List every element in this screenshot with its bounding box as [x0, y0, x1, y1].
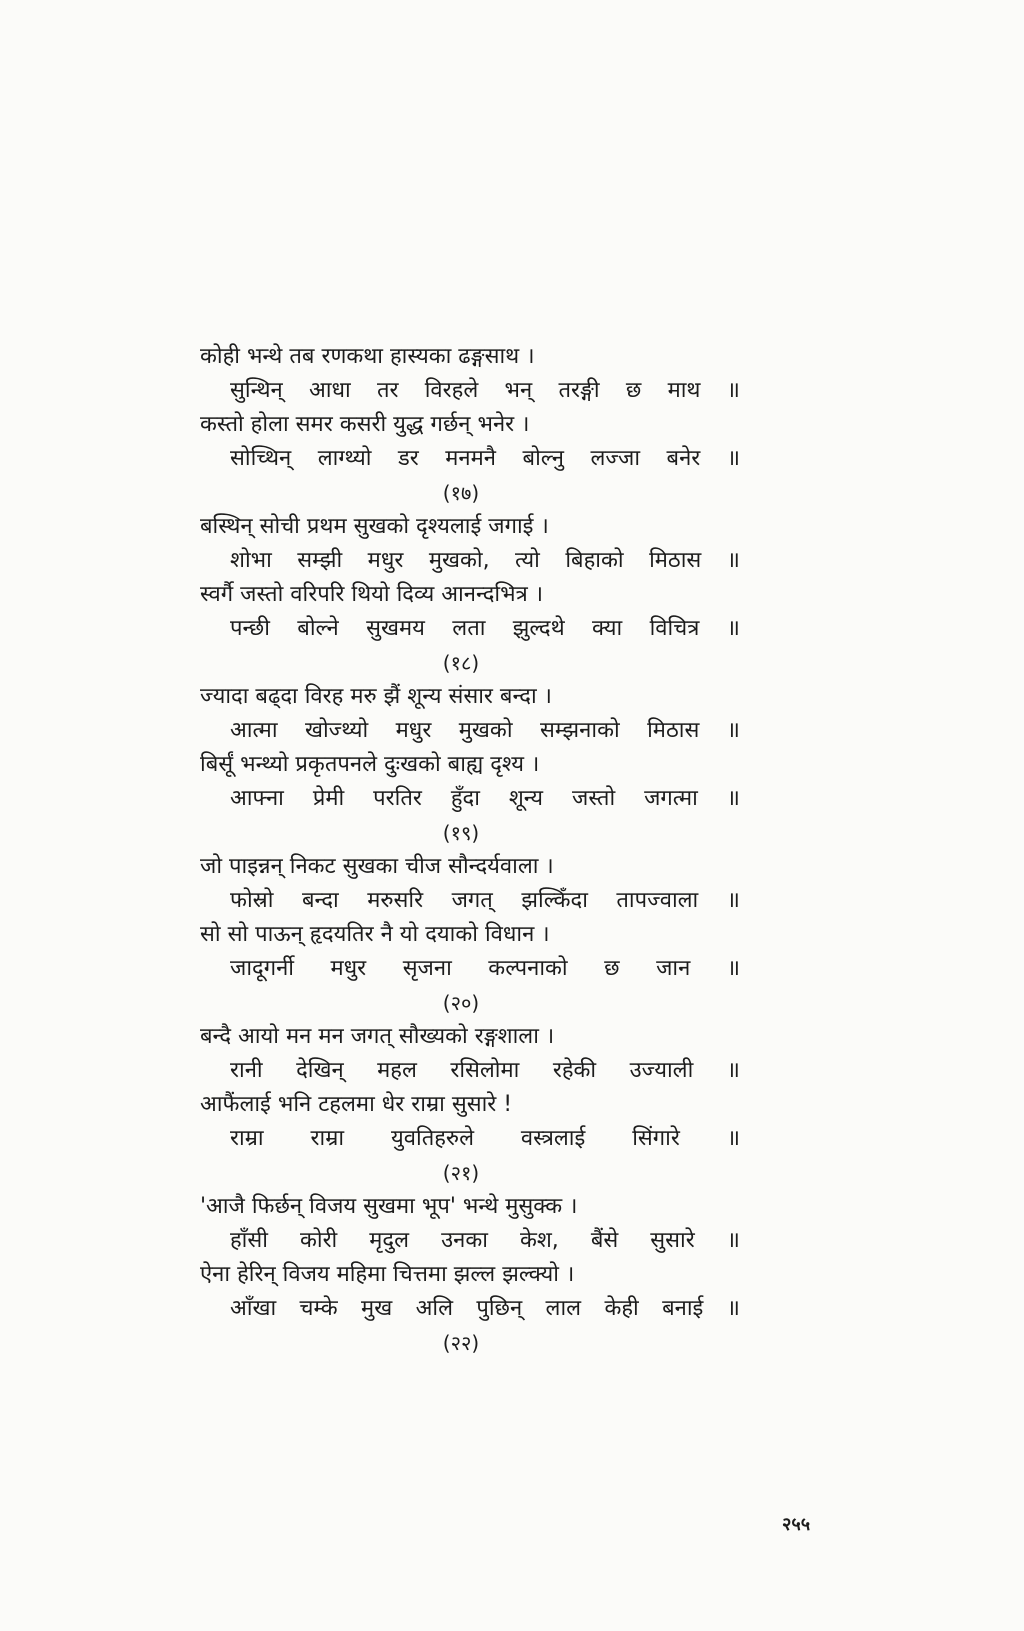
verse-line: आँखा चम्के मुख अलि पुछिन् लाल केही बनाई ॥ [230, 1296, 740, 1321]
verse-line: ऐना हेरिन् विजय महिमा चित्तमा झल्ल झल्क्यो । [200, 1262, 575, 1287]
verse-line: फोस्रो बन्दा मरुसरि जगत् झल्किँदा तापज्वाला ॥ [230, 888, 740, 913]
verse-line: शोभा सम्झी मधुर मुखको, त्यो बिहाको मिठास ॥ [230, 548, 740, 573]
verse-line: 'आजै फिर्छन् विजय सुखमा भूप' भन्थे मुसुक्क । [200, 1194, 578, 1219]
verse-line: सुन्थिन् आधा तर विरहले भन् तरङ्गी छ माथ ॥ [230, 378, 740, 403]
stanza-number: (२०) [442, 991, 480, 1015]
stanza-number: (१८) [442, 651, 480, 675]
stanza-number: (१७) [442, 481, 480, 505]
verse-line: जादूगर्नी मधुर सृजना कल्पनाको छ जान ॥ [230, 956, 740, 981]
verse-line: बन्दै आयो मन मन जगत् सौख्यको रङ्गशाला । [200, 1024, 555, 1049]
page-number: २५५ [782, 1514, 811, 1535]
verse-line: राम्रा राम्रा युवतिहरुले वस्त्रलाई सिंगारे ॥ [230, 1126, 740, 1151]
verse-line: बस्थिन् सोची प्रथम सुखको दृश्यलाई जगाई । [200, 514, 549, 539]
verse-line: हाँसी कोरी मृदुल उनका केश, बैंसे सुसारे ॥ [230, 1228, 740, 1253]
verse-line: कोही भन्थे तब रणकथा हास्यका ढङ्गसाथ । [200, 344, 535, 369]
verse-line: आफ्ना प्रेमी परतिर हुँदा शून्य जस्तो जगत्मा ॥ [230, 786, 740, 811]
verse-line: सो सो पाऊन् हृदयतिर नै यो दयाको विधान । [200, 922, 550, 947]
verse-line: कस्तो होला समर कसरी युद्ध गर्छन् भनेर । [200, 412, 530, 437]
verse-line: आत्मा खोज्थ्यो मधुर मुखको सम्झनाको मिठास ॥ [230, 718, 740, 743]
verse-line: स्वर्गै जस्तो वरिपरि थियो दिव्य आनन्दभित्र । [200, 582, 544, 607]
stanza-number: (१९) [442, 821, 480, 845]
verse-line: सोच्थिन् लाग्थ्यो डर मनमनै बोल्नु लज्जा बनेर ॥ [230, 446, 740, 471]
verse-line: रानी देखिन् महल रसिलोमा रहेकी उज्याली ॥ [230, 1058, 740, 1083]
stanza-number: (२१) [442, 1161, 480, 1185]
poem-body [200, 340, 740, 1360]
verse-line: जो पाइन्नन् निकट सुखका चीज सौन्दर्यवाला । [200, 854, 554, 879]
verse-line: पन्छी बोल्ने सुखमय लता झुल्दथे क्या विचित्र ॥ [230, 616, 740, 641]
verse-line: आफैंलाई भनि टहलमा धेर राम्रा सुसारे ! [200, 1092, 513, 1117]
verse-line: ज्यादा बढ्दा विरह मरु झैं शून्य संसार बन्दा । [200, 684, 552, 709]
stanza-number: (२२) [442, 1331, 480, 1355]
verse-line: बिर्सूं भन्थ्यो प्रकृतपनले दुःखको बाह्य दृश्य । [200, 752, 540, 777]
